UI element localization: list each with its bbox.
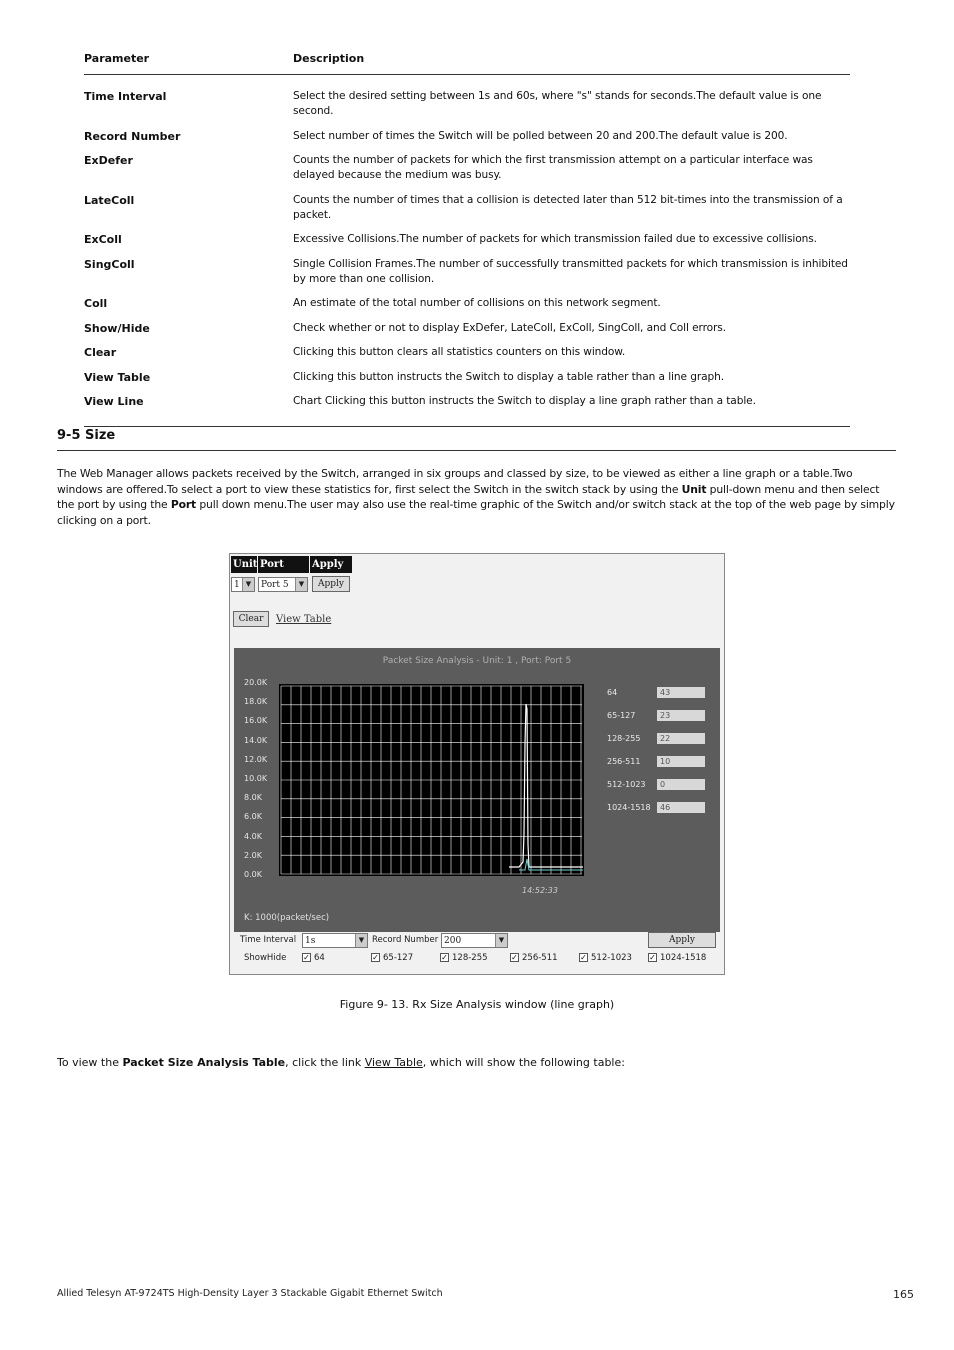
legend-label: 512-1023 bbox=[607, 780, 646, 789]
parameter-name: ExColl bbox=[84, 233, 122, 246]
legend-value: 43 bbox=[657, 687, 705, 698]
view-table-link[interactable]: View Table bbox=[276, 614, 332, 625]
parameter-description: Counts the number of packets for which the first transmission attempt on a particular interface was delayed because the medium was busy. bbox=[293, 154, 813, 181]
showhide-checkbox-label: 65-127 bbox=[383, 953, 414, 963]
parameter-name: Clear bbox=[84, 346, 117, 359]
legend-value: 46 bbox=[657, 802, 705, 813]
showhide-checkbox-label: 64 bbox=[314, 953, 325, 963]
y-tick-label: 0.0K bbox=[244, 870, 262, 879]
y-tick-label: 12.0K bbox=[244, 754, 268, 764]
showhide-checkbox-label: 1024-1518 bbox=[660, 953, 707, 963]
parameter-table bbox=[84, 52, 850, 427]
legend-label: 1024-1518 bbox=[607, 803, 651, 812]
view-table-paragraph bbox=[57, 1056, 625, 1069]
parameter-description: Clicking this button instructs the Switch to display a table rather than a line graph. bbox=[293, 370, 724, 383]
page-number: 165 bbox=[893, 1288, 914, 1301]
intro-text-2: pull-down menu and then select the port by using the bbox=[57, 482, 880, 511]
port-select[interactable] bbox=[258, 577, 308, 592]
showhide-checkbox[interactable]: ✓ bbox=[303, 953, 310, 962]
y-tick-label: 2.0K bbox=[244, 850, 262, 860]
chevron-down-icon: ▼ bbox=[495, 934, 507, 947]
parameter-name: View Table bbox=[84, 370, 151, 384]
showhide-checkbox-label: 512-1023 bbox=[591, 953, 632, 963]
parameter-name: Record Number bbox=[84, 129, 181, 143]
parameter-description: An estimate of the total number of collisions on this network segment. bbox=[293, 297, 661, 309]
port-header: Port bbox=[258, 556, 309, 573]
showhide-checkbox[interactable]: ✓ bbox=[441, 953, 448, 962]
parameter-description: Chart Clicking this button instructs the Switch to display a line graph rather than a table. bbox=[293, 395, 756, 407]
parameter-description: Check whether or not to display ExDefer, LateColl, ExColl, SingColl, and Coll errors. bbox=[293, 321, 726, 334]
legend-value: 0 bbox=[657, 779, 705, 790]
showhide-checkbox-label: 256-511 bbox=[522, 953, 558, 963]
table-row bbox=[84, 129, 850, 144]
y-tick-label: 18.0K bbox=[244, 697, 268, 707]
record-number-value: 200 bbox=[444, 936, 462, 946]
showhide-checkbox-label: 128-255 bbox=[452, 953, 488, 963]
table-body bbox=[84, 75, 850, 427]
unit-header: Unit bbox=[231, 556, 257, 573]
parameter-name: Show/Hide bbox=[84, 321, 150, 335]
footer-product: Allied Telesyn AT-9724TS High-Density Layer 3 Stackable Gigabit Ethernet Switch bbox=[57, 1288, 443, 1299]
port-select-value: Port 5 bbox=[261, 580, 289, 590]
parameter-description: Clicking this button clears all statistics counters on this window. bbox=[293, 346, 626, 358]
table-row bbox=[84, 232, 850, 247]
parameter-description: Excessive Collisions.The number of packets for which transmission failed due to excessive collisions. bbox=[293, 233, 817, 245]
parameter-description: Select the desired setting between 1s and 60s, where "s" stands for seconds.The default value is one second. bbox=[293, 90, 822, 117]
parameter-name: SingColl bbox=[84, 257, 135, 271]
intro-text-3: pull down menu.The user may also use the real-time graphic of the Switch and/or switch stack at the top of the web page by simply clicking on a port. bbox=[57, 498, 895, 527]
legend-value: 23 bbox=[657, 710, 705, 721]
y-tick-label: 20.0K bbox=[244, 678, 268, 687]
section-divider bbox=[57, 450, 896, 451]
parameter-name: LateColl bbox=[84, 193, 135, 207]
showhide-checkbox[interactable]: ✓ bbox=[649, 953, 656, 962]
table-row bbox=[84, 193, 850, 223]
graph-plot-area bbox=[279, 684, 584, 876]
showhide-checkbox[interactable]: ✓ bbox=[372, 953, 379, 962]
unit-note: K: 1000(packet/sec) bbox=[244, 913, 330, 923]
x-axis-time: 14:52:33 bbox=[522, 886, 558, 895]
record-number-select[interactable] bbox=[441, 933, 508, 948]
section-title: 9-5 Size bbox=[57, 428, 116, 443]
bottom-apply-button[interactable]: Apply bbox=[648, 932, 716, 948]
table-row bbox=[84, 153, 850, 183]
parameter-description: Select number of times the Switch will be polled between 20 and 200.The default value is 200. bbox=[293, 129, 788, 142]
rx-size-analysis-window bbox=[229, 553, 725, 975]
chevron-down-icon: ▼ bbox=[295, 578, 307, 591]
chevron-down-icon: ▼ bbox=[242, 578, 254, 591]
parameter-name: Coll bbox=[84, 297, 108, 310]
legend-label: 256-511 bbox=[607, 757, 641, 766]
table-row bbox=[84, 394, 850, 409]
intro-unit-bold: Unit bbox=[681, 482, 707, 496]
legend-label: 128-255 bbox=[607, 734, 641, 743]
y-tick-label: 4.0K bbox=[244, 831, 262, 841]
table-row bbox=[84, 370, 850, 385]
legend-value: 10 bbox=[657, 756, 705, 767]
parameter-name: ExDefer bbox=[84, 154, 133, 167]
chevron-down-icon: ▼ bbox=[355, 934, 367, 947]
time-interval-select[interactable] bbox=[302, 933, 368, 948]
para2-pre: To view the bbox=[57, 1056, 123, 1069]
apply-header: Apply bbox=[310, 556, 352, 573]
legend-label: 65-127 bbox=[607, 711, 636, 720]
y-tick-label: 16.0K bbox=[244, 716, 268, 726]
table-row bbox=[84, 321, 850, 336]
record-number-label: Record Number bbox=[372, 935, 439, 945]
time-interval-label: Time Interval bbox=[240, 935, 297, 945]
showhide-checkbox[interactable]: ✓ bbox=[511, 953, 518, 962]
y-tick-label: 6.0K bbox=[244, 812, 262, 822]
y-tick-label: 14.0K bbox=[244, 735, 268, 745]
series-line bbox=[509, 704, 583, 867]
clear-button[interactable]: Clear bbox=[233, 611, 269, 627]
apply-button[interactable]: Apply bbox=[312, 576, 350, 592]
graph-title: Packet Size Analysis - Unit: 1 , Port: Port 5 bbox=[382, 656, 572, 666]
legend-value: 22 bbox=[657, 733, 705, 744]
table-row bbox=[84, 345, 850, 360]
y-tick-label: 10.0K bbox=[244, 774, 268, 783]
parameter-name: Time Interval bbox=[84, 90, 167, 103]
intro-port-bold: Port bbox=[170, 498, 197, 511]
table-row bbox=[84, 296, 850, 311]
unit-select-value: 1 bbox=[234, 580, 240, 590]
para2-view-table-link[interactable]: View Table bbox=[364, 1056, 423, 1069]
header-parameter: Parameter bbox=[84, 52, 150, 65]
para2-post: , which will show the following table: bbox=[422, 1056, 625, 1069]
parameter-description: Single Collision Frames.The number of successfully transmitted packets for which transmission is inhibited by more than one collision. bbox=[293, 257, 848, 285]
header-description: Description bbox=[293, 52, 365, 65]
parameter-description: Counts the number of times that a collision is detected later than 512 bit-times into the transmission of a packet. bbox=[293, 193, 843, 221]
intro-text-1: The Web Manager allows packets received by the Switch, arranged in six groups and classed by size, to be viewed as either a line graph or a table.Two windows are offered.To select a port to view these statistics for, first select the Switch in the switch stack by using the bbox=[57, 467, 853, 496]
para2-bold: Packet Size Analysis Table bbox=[122, 1056, 286, 1069]
plot-grid bbox=[281, 686, 582, 874]
showhide-label: ShowHide bbox=[244, 953, 287, 963]
table-header bbox=[84, 52, 850, 75]
table-row bbox=[84, 89, 850, 119]
table-row bbox=[84, 257, 850, 287]
legend-label: 64 bbox=[607, 688, 618, 697]
packet-size-graph bbox=[234, 648, 720, 932]
figure-caption: Figure 9- 13. Rx Size Analysis window (line graph) bbox=[339, 998, 615, 1011]
parameter-name: View Line bbox=[84, 395, 144, 408]
unit-select[interactable] bbox=[231, 577, 255, 592]
y-tick-label: 8.0K bbox=[244, 793, 262, 803]
para2-mid: , click the link bbox=[285, 1056, 365, 1069]
time-interval-value: 1s bbox=[305, 936, 316, 946]
intro-paragraph bbox=[57, 466, 897, 528]
showhide-checkbox[interactable]: ✓ bbox=[580, 953, 587, 962]
